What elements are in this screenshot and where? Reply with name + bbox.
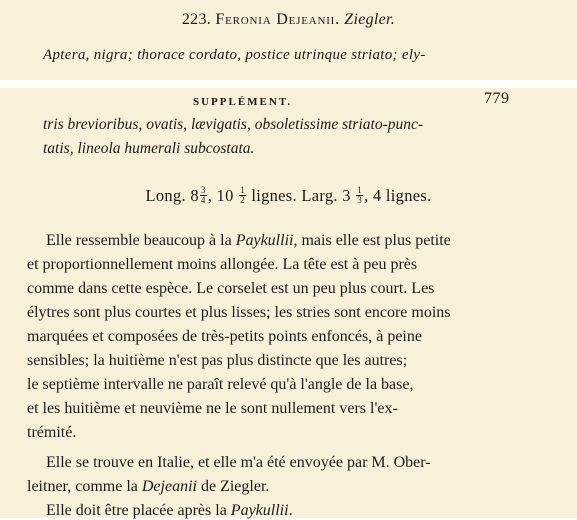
paragraph-2-line-2 — [27, 478, 269, 496]
text-run: , mais elle est plus petite — [293, 232, 451, 249]
measure-width-label: lignes. Larg. 3 — [246, 186, 351, 205]
measurements-line — [0, 186, 577, 207]
fraction-denominator: 4 — [200, 194, 206, 205]
paragraph-1-line-1 — [46, 232, 451, 250]
species-reference: Paykullii — [230, 502, 289, 519]
measure-width-end: , 4 lignes. — [364, 186, 432, 205]
latin-description-line-1: Aptera, nigra; thorace cordato, postice utrinque striato; ely- — [43, 47, 426, 63]
measure-long-second: , 10 — [207, 186, 234, 205]
text-run: Elle ressemble beaucoup à la — [46, 232, 236, 249]
fraction-three-quarters — [200, 186, 207, 205]
species-number: 223. — [181, 11, 212, 28]
species-name: Feronia Dejeanii. — [215, 11, 340, 28]
main-page-fragment — [0, 88, 577, 518]
fraction-numerator: 1 — [357, 184, 363, 195]
paragraph-1-line-9: trémité. — [27, 424, 77, 441]
paragraph-1-line-7: le septième intervalle ne paraît relevé qu'à l'angle de la base, — [27, 376, 414, 393]
latin-description-line-2: tris brevioribus, ovatis, lævigatis, obsoletissime striato-punc- — [43, 116, 424, 133]
species-heading — [0, 11, 577, 29]
paragraph-1-line-3: comme dans cette espèce. Le corselet est un peu plus court. Les — [27, 280, 435, 297]
paragraph-2-line-1: Elle se trouve en Italie, et elle m'a été envoyée par M. Ober- — [46, 454, 431, 471]
measure-long-label: Long. 8 — [145, 186, 199, 205]
latin-description-line-3: tatis, lineola humerali subcostata. — [43, 140, 255, 157]
fraction-denominator: 3 — [357, 194, 363, 205]
species-reference: Dejeanii — [141, 478, 197, 495]
paragraph-1-line-8: et les huitième et neuvième ne le sont nullement vers l'ex- — [27, 400, 398, 417]
text-run: . — [288, 502, 293, 519]
page-number: 779 — [484, 90, 510, 107]
fraction-denominator: 2 — [240, 194, 245, 205]
fraction-one-half — [239, 186, 246, 205]
text-run: leitner, comme la — [27, 478, 142, 495]
fraction-numerator: 3 — [200, 184, 206, 195]
paragraph-1-line-2: et proportionnellement moins allongée. La tête est à peu près — [27, 256, 418, 273]
fraction-numerator: 1 — [240, 184, 245, 195]
top-page-fragment — [0, 0, 577, 80]
species-author: Ziegler. — [344, 11, 396, 28]
paragraph-1-line-6: sensibles; la huitième n'est pas plus distincte que les autres; — [27, 352, 408, 369]
paragraph-1-line-4: élytres sont plus courtes et plus lisses; les stries sont encore moins — [27, 304, 451, 321]
paragraph-1-line-5: marquées et composées de très-petits points enfoncés, à peine — [27, 328, 422, 345]
paragraph-3-line-1 — [46, 502, 293, 520]
text-run: de Ziegler. — [196, 478, 270, 495]
running-header: SUPPLÉMENT. — [193, 96, 293, 108]
text-run: Elle doit être placée après la — [46, 502, 231, 519]
species-reference: Paykullii — [235, 232, 294, 249]
fraction-one-third — [356, 186, 363, 205]
